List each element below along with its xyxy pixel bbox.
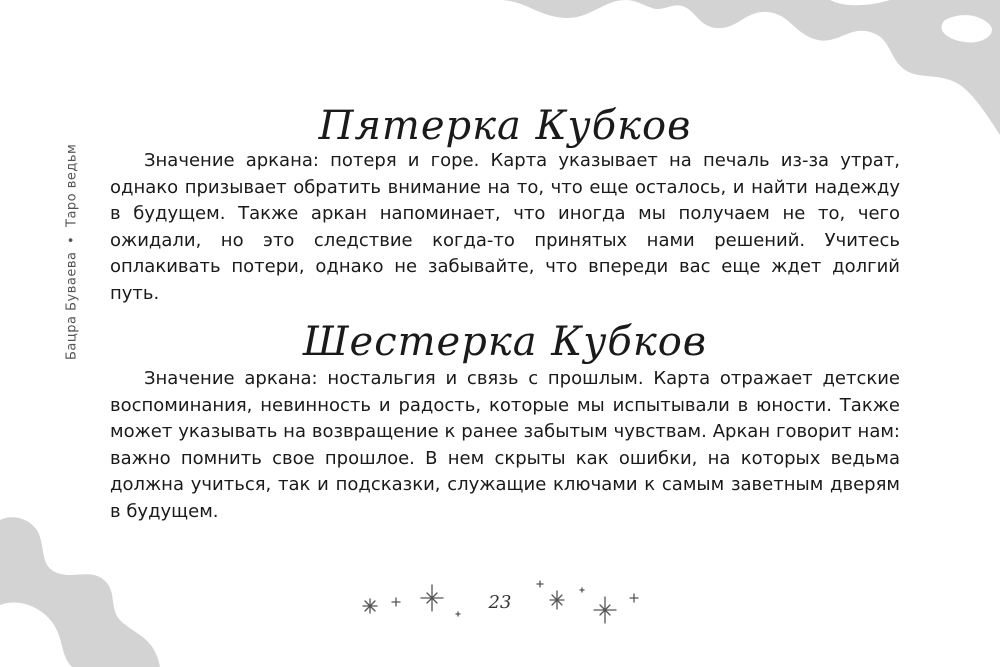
running-header: [62, 100, 82, 360]
section-body-six-of-cups: Значение аркана: ностальгия и связь с прошлым. Карта отражает детские воспоминания, невинность и радость, которые мы испытывали в юности. Также может указывать на возвращение к ранее забытым чувствам. Аркан говорит нам: важно помнить свое прошлое. В нем скрыты как ошибки, на которых ведьма должна учиться, так и подсказки, служащие ключами к самым заветным дверям в будущем.: [110, 368, 900, 522]
dot-star-icon: [580, 588, 584, 592]
bottom-left-cloud-decoration: [0, 510, 160, 667]
section-title-six-of-cups: Шестерка Кубков: [302, 319, 708, 365]
page-number: 23: [488, 592, 512, 613]
dot-star-icon: [456, 612, 460, 616]
plus-star-icon: [392, 598, 400, 606]
sparkle-star-icon: [421, 585, 443, 611]
plus-star-icon: [537, 581, 543, 587]
sparkle-star-icon: [594, 597, 616, 623]
section-body-five-of-cups: Значение аркана: потеря и горе. Карта указывает на печаль из-за утрат, однако призывает обратить внимание на то, что еще осталось, и найти надежду в будущем. Также аркан напоминает, что иногда мы получаем не то, чего ожидали, но это следствие когда-то принятых нами решений. Учитесь оплакивать потери, однако не забывайте, что впереди вас еще ждет долгий путь.: [110, 150, 900, 304]
running-header-book-title: Таро ведьм: [64, 144, 80, 228]
plus-star-icon: [630, 594, 638, 602]
running-header-separator: •: [64, 235, 80, 244]
section-title-five-of-cups: Пятерка Кубков: [318, 103, 692, 149]
sparkle-star-icon: [363, 599, 377, 613]
running-header-author: Бацра Буваева: [64, 251, 80, 360]
sparkle-star-icon: [550, 591, 564, 609]
